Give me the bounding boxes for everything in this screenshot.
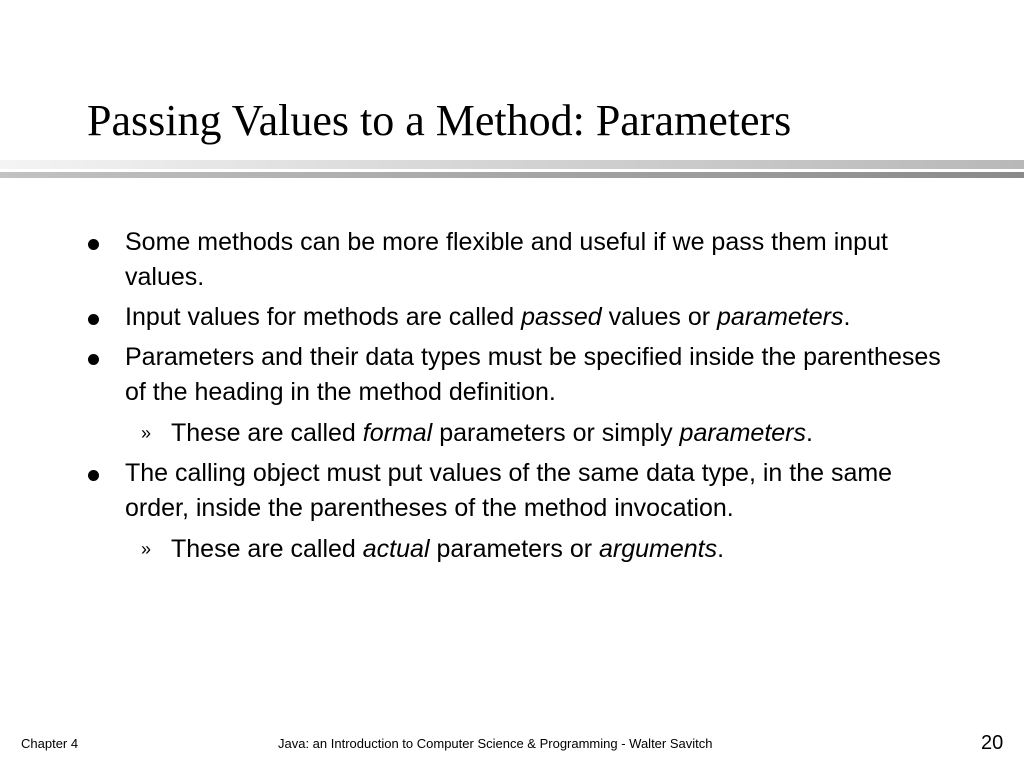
bullet-text: Some methods can be more flexible and useful if we pass them input values. [125, 228, 888, 291]
sub-bullet-emphasis: arguments [599, 535, 718, 563]
bullet-dot-icon [88, 239, 99, 250]
sub-bullet-emphasis: parameters [679, 419, 806, 447]
bullet-text-start: Input values for methods are called [125, 303, 522, 331]
sub-bullet-text-end: . [806, 419, 813, 447]
slide-title: Passing Values to a Method: Parameters [87, 96, 792, 145]
title-divider-upper [0, 160, 1024, 169]
bullet-text-middle: values or [601, 303, 718, 331]
bullet-dot-icon [88, 314, 99, 325]
bullet-item [0, 340, 945, 410]
slide-page-number: 20 [981, 732, 1004, 754]
sub-bullet-text-start: These are called [171, 419, 363, 447]
sub-bullet-marker-icon: » [141, 539, 152, 559]
footer-chapter: Chapter 4 [21, 736, 79, 751]
bullet-text: Parameters and their data types must be specified inside the parentheses of the heading in the method definition. [125, 343, 941, 406]
bullet-list [0, 225, 1024, 567]
sub-bullet-emphasis: formal [362, 419, 433, 447]
sub-bullet-emphasis: actual [362, 535, 430, 563]
bullet-dot-icon [88, 354, 99, 365]
sub-bullet-text-middle: parameters or [429, 535, 600, 563]
bullet-emphasis: parameters [717, 303, 844, 331]
bullet-emphasis: passed [521, 303, 602, 331]
footer-book-title: Java: an Introduction to Computer Science & Programming - Walter Savitch [278, 736, 713, 751]
bullet-text: The calling object must put values of the same data type, in the same order, inside the parentheses of the method invocation. [125, 459, 893, 522]
sub-bullet-text-start: These are called [171, 535, 363, 563]
bullet-item [0, 225, 945, 295]
sub-bullet-text-end: . [717, 535, 725, 563]
sub-bullet-item [0, 416, 991, 451]
sub-bullet-text-middle: parameters or simply [432, 419, 680, 447]
sub-bullet-marker-icon: » [141, 423, 152, 443]
bullet-text-end: . [843, 303, 851, 331]
bullet-dot-icon [88, 470, 99, 481]
title-divider-lower [0, 172, 1024, 178]
bullet-item [0, 300, 945, 335]
bullet-item [0, 456, 945, 526]
sub-bullet-item [0, 532, 991, 567]
